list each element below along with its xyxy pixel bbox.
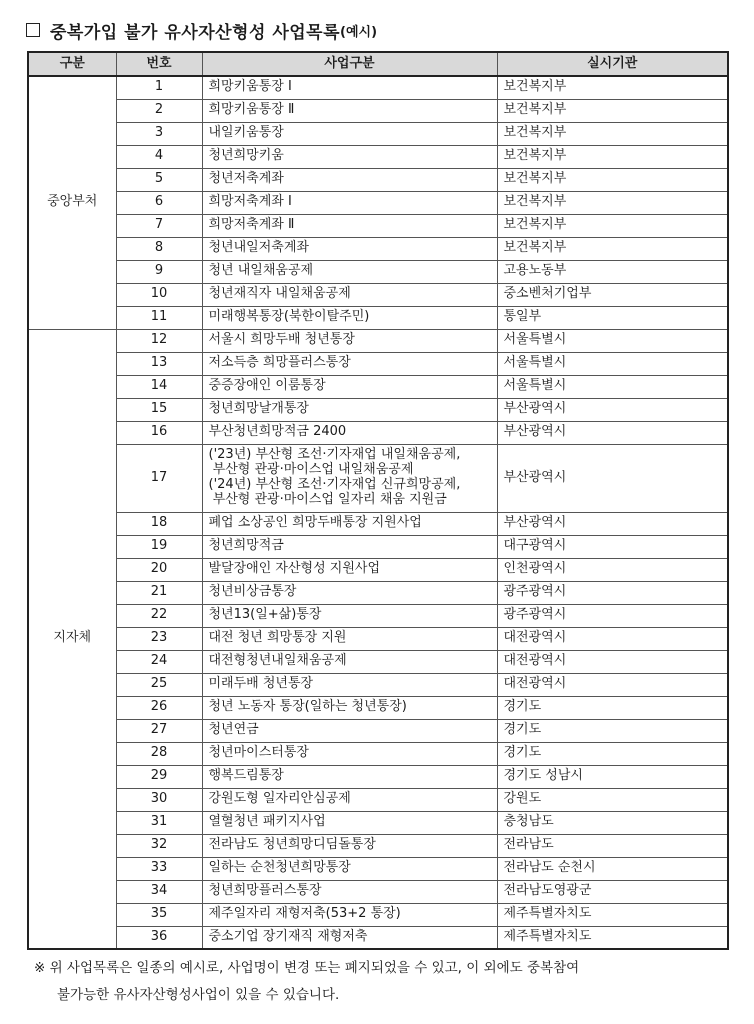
program-cell: 제주일자리 재형저축(53+2 통장) [202,903,497,926]
agency-cell: 보건복지부 [497,122,728,145]
program-cell: 청년비상금통장 [202,581,497,604]
agency-cell: 중소벤처기업부 [497,283,728,306]
program-cell: 청년마이스터통장 [202,742,497,765]
program-cell: 청년희망플러스통장 [202,880,497,903]
program-cell: 희망저축계좌 Ⅱ [202,214,497,237]
agency-cell: 전라남도영광군 [497,880,728,903]
program-cell: 청년희망적금 [202,535,497,558]
table-row [28,168,728,191]
category-cell: 중앙부처 [28,76,116,329]
agency-cell: 서울특별시 [497,375,728,398]
number-cell: 34 [116,880,202,903]
number-cell: 9 [116,260,202,283]
program-cell: 서울시 희망두배 청년통장 [202,329,497,352]
number-cell: 12 [116,329,202,352]
table-row [28,283,728,306]
agency-cell: 광주광역시 [497,604,728,627]
number-cell: 23 [116,627,202,650]
agency-cell: 광주광역시 [497,581,728,604]
number-cell: 6 [116,191,202,214]
number-cell: 18 [116,512,202,535]
table-row [28,627,728,650]
number-cell: 17 [116,444,202,512]
table-row [28,237,728,260]
program-cell: 청년연금 [202,719,497,742]
number-cell: 36 [116,926,202,949]
number-cell: 22 [116,604,202,627]
program-cell: 중증장애인 이룸통장 [202,375,497,398]
agency-cell: 보건복지부 [497,191,728,214]
table-row [28,306,728,329]
table-row [28,444,728,512]
number-cell: 31 [116,811,202,834]
table-row [28,512,728,535]
program-cell: 내일키움통장 [202,122,497,145]
table-row [28,260,728,283]
table-row [28,352,728,375]
category-cell: 지자체 [28,329,116,949]
program-cell: 일하는 순천청년희망통장 [202,857,497,880]
agency-cell: 부산광역시 [497,512,728,535]
table-row [28,375,728,398]
program-cell: 중소기업 장기재직 재형저축 [202,926,497,949]
agency-cell: 강원도 [497,788,728,811]
number-cell: 30 [116,788,202,811]
table-row [28,650,728,673]
agency-cell: 서울특별시 [497,352,728,375]
header-category: 구분 [28,52,116,76]
number-cell: 5 [116,168,202,191]
table-row [28,765,728,788]
table-row [28,535,728,558]
table-row [28,903,728,926]
agency-cell: 대구광역시 [497,535,728,558]
number-cell: 11 [116,306,202,329]
program-table [27,51,729,950]
program-cell: 열혈청년 패키지사업 [202,811,497,834]
table-row [28,191,728,214]
program-cell: 청년희망날개통장 [202,398,497,421]
agency-cell: 보건복지부 [497,168,728,191]
agency-cell: 제주특별자치도 [497,903,728,926]
agency-cell: 부산광역시 [497,421,728,444]
program-cell: 발달장애인 자산형성 지원사업 [202,558,497,581]
header-number: 번호 [116,52,202,76]
agency-cell: 보건복지부 [497,76,728,99]
table-row [28,76,728,99]
agency-cell: 서울특별시 [497,329,728,352]
program-cell: 청년저축계좌 [202,168,497,191]
agency-cell: 경기도 성남시 [497,765,728,788]
number-cell: 35 [116,903,202,926]
program-cell: 희망키움통장 Ⅱ [202,99,497,122]
program-cell: ('23년) 부산형 조선·기자재업 내일채움공제, 부산형 관광·마이스업 내일채움공제 ('24년) 부산형 조선·기자재업 신규희망공제, 부산형 관광·마이스업 일자리 채움 지원금 [202,444,497,512]
footnote-line-2: 불가능한 유사자산형성사업이 있을 수 있습니다. [57,987,340,1003]
agency-cell: 대전광역시 [497,627,728,650]
number-cell: 27 [116,719,202,742]
agency-cell: 인천광역시 [497,558,728,581]
number-cell: 8 [116,237,202,260]
table-row [28,673,728,696]
number-cell: 21 [116,581,202,604]
agency-cell: 충청남도 [497,811,728,834]
table-row [28,558,728,581]
table-row [28,719,728,742]
number-cell: 2 [116,99,202,122]
program-cell: 청년 노동자 통장(일하는 청년통장) [202,696,497,719]
table-row [28,145,728,168]
table-row [28,421,728,444]
table-row [28,834,728,857]
footnote [34,955,724,1009]
table-header-row [28,52,728,76]
agency-cell: 부산광역시 [497,444,728,512]
table-row [28,604,728,627]
program-cell: 희망키움통장 Ⅰ [202,76,497,99]
agency-cell: 고용노동부 [497,260,728,283]
number-cell: 14 [116,375,202,398]
agency-cell: 통일부 [497,306,728,329]
footnote-line-1: ※ 위 사업목록은 일종의 예시로, 사업명이 변경 또는 폐지되었을 수 있고, 이 외에도 중복참여 [34,960,580,976]
table-row [28,788,728,811]
program-cell: 미래두배 청년통장 [202,673,497,696]
number-cell: 24 [116,650,202,673]
agency-cell: 부산광역시 [497,398,728,421]
table-row [28,696,728,719]
number-cell: 33 [116,857,202,880]
title-sub: (예시) [340,24,378,40]
agency-cell: 경기도 [497,696,728,719]
agency-cell: 경기도 [497,742,728,765]
agency-cell: 대전광역시 [497,650,728,673]
program-cell: 청년내일저축계좌 [202,237,497,260]
agency-cell: 전라남도 순천시 [497,857,728,880]
header-program: 사업구분 [202,52,497,76]
table-body [28,76,728,949]
number-cell: 16 [116,421,202,444]
table-row [28,581,728,604]
agency-cell: 제주특별자치도 [497,926,728,949]
agency-cell: 대전광역시 [497,673,728,696]
number-cell: 29 [116,765,202,788]
program-cell: 청년재직자 내일채움공제 [202,283,497,306]
checkbox-bullet-icon [26,23,40,37]
program-cell: 폐업 소상공인 희망두배통장 지원사업 [202,512,497,535]
number-cell: 1 [116,76,202,99]
number-cell: 26 [116,696,202,719]
title-main: 중복가입 불가 유사자산형성 사업목록 [50,22,341,43]
program-cell: 저소득층 희망플러스통장 [202,352,497,375]
agency-cell: 전라남도 [497,834,728,857]
table-row [28,99,728,122]
agency-cell: 경기도 [497,719,728,742]
number-cell: 13 [116,352,202,375]
number-cell: 25 [116,673,202,696]
table-row [28,214,728,237]
number-cell: 32 [116,834,202,857]
program-cell: 희망저축계좌 Ⅰ [202,191,497,214]
program-cell: 청년 내일채움공제 [202,260,497,283]
program-cell: 행복드림통장 [202,765,497,788]
program-cell: 청년13(일+삶)통장 [202,604,497,627]
number-cell: 7 [116,214,202,237]
program-cell: 청년희망키움 [202,145,497,168]
agency-cell: 보건복지부 [497,237,728,260]
program-cell: 대전형청년내일채움공제 [202,650,497,673]
table-row [28,398,728,421]
number-cell: 4 [116,145,202,168]
table-row [28,742,728,765]
program-cell: 미래행복통장(북한이탈주민) [202,306,497,329]
number-cell: 3 [116,122,202,145]
table-row [28,926,728,949]
agency-cell: 보건복지부 [497,214,728,237]
table-row [28,857,728,880]
number-cell: 20 [116,558,202,581]
table-row [28,880,728,903]
program-cell: 강원도형 일자리안심공제 [202,788,497,811]
document-title [26,14,377,46]
number-cell: 15 [116,398,202,421]
program-cell: 전라남도 청년희망디딤돌통장 [202,834,497,857]
agency-cell: 보건복지부 [497,145,728,168]
header-agency: 실시기관 [497,52,728,76]
table-row [28,122,728,145]
table-row [28,811,728,834]
agency-cell: 보건복지부 [497,99,728,122]
program-cell: 부산청년희망적금 2400 [202,421,497,444]
table-row [28,329,728,352]
number-cell: 28 [116,742,202,765]
program-cell: 대전 청년 희망통장 지원 [202,627,497,650]
number-cell: 10 [116,283,202,306]
number-cell: 19 [116,535,202,558]
